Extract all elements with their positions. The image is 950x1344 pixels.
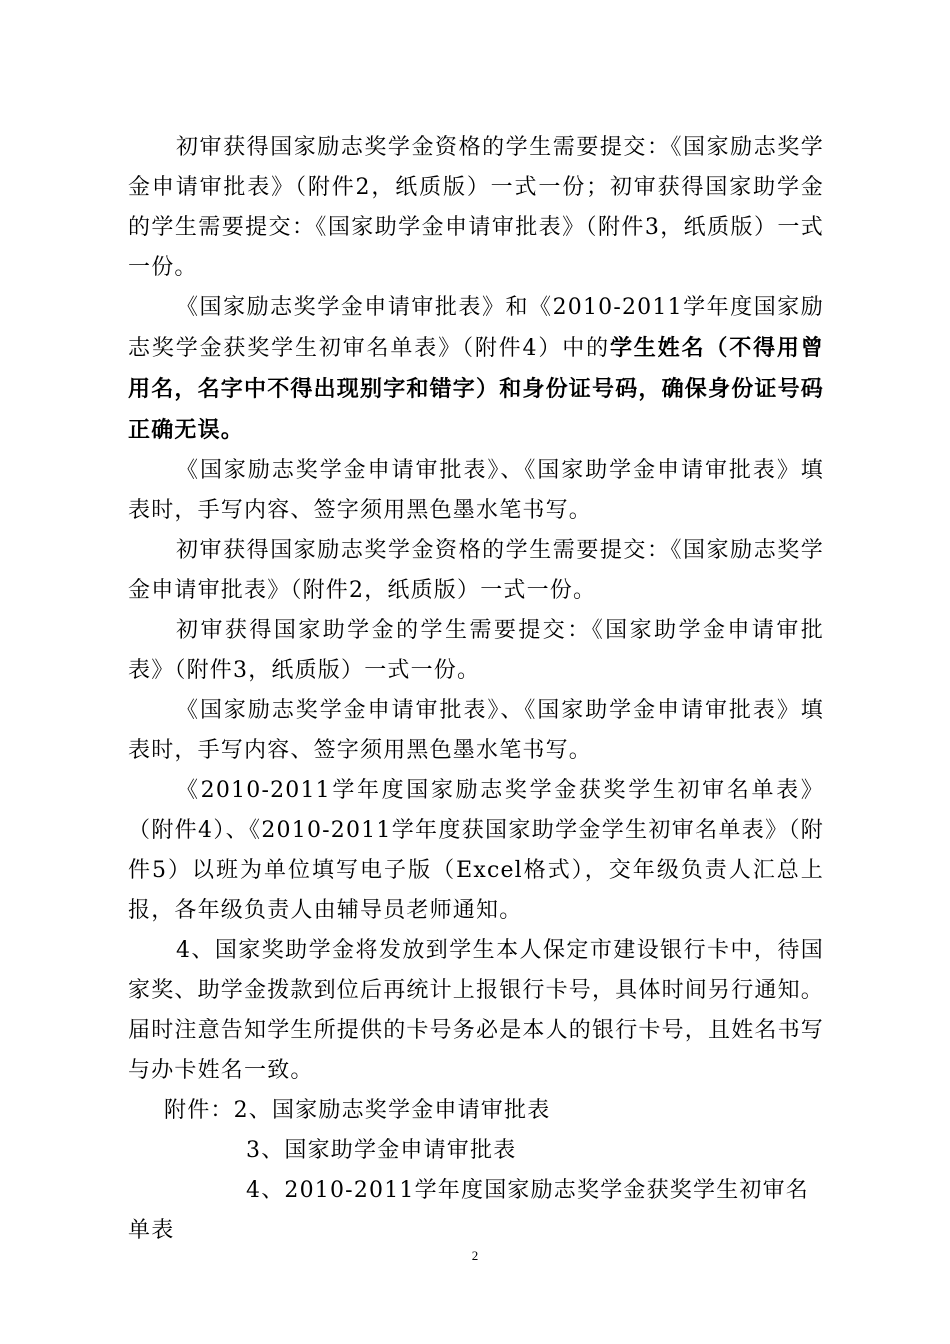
paragraph-submission-requirements: 初审获得国家励志奖学金资格的学生需要提交：《国家励志奖学金申请审批表》（附件2，纸质版）一式一份；初审获得国家助学金的学生需要提交：《国家助学金申请审批表》（附件3，纸质版）一式一份。: [128, 135, 824, 280]
attachment-item-3: 3、国家助学金申请审批表: [246, 1138, 517, 1163]
paragraph-handwriting-rule: 《国家励志奖学金申请审批表》、《国家助学金申请审批表》填表时，手写内容、签字须用黑色墨水笔书写。: [128, 458, 824, 523]
page-number: 2: [471, 1248, 479, 1263]
paragraph-scholarship-submission: 初审获得国家励志奖学金资格的学生需要提交：《国家励志奖学金申请审批表》（附件2，纸质版）一式一份。: [128, 538, 824, 603]
paragraph-name-id-emphasis: 学生姓名（不得用曾用名，名字中不得出现别字和错字）和身份证号码，确保身份证号码正确无误。: [128, 335, 825, 443]
paragraph-electronic-lists: 《2010-2011学年度国家励志奖学金获奖学生初审名单表》（附件4）、《2010-2011学年度获国家助学金学生初审名单表》（附件5）以班为单位填写电子版（Excel格式），交年级负责人汇总上报，各年级负责人由辅导员老师通知。: [128, 778, 824, 923]
paragraph-bank-card: 4、国家奖助学金将发放到学生本人保定市建设银行卡中，待国家奖、助学金拨款到位后再统计上报银行卡号，具体时间另行通知。届时注意告知学生所提供的卡号务必是本人的银行卡号，且姓名书写与办卡姓名一致。: [128, 938, 825, 1083]
paragraph-name-id-requirement: [128, 288, 824, 451]
attachment-item-2: 附件：2、国家励志奖学金申请审批表: [164, 1098, 551, 1123]
attachment-item-4: 4、2010-2011学年度国家励志奖学金获奖学生初审名单表: [128, 1178, 810, 1243]
paragraph-name-id-intro: 《国家励志奖学金申请审批表》和《2010-2011学年度国家励志奖学金获奖学生初审名单表》（附件4）中的: [128, 295, 824, 361]
paragraph-grant-submission: 初审获得国家助学金的学生需要提交：《国家助学金申请审批表》（附件3，纸质版）一式一份。: [128, 618, 824, 683]
document-body: [128, 128, 824, 1251]
paragraph-handwriting-rule-repeat: 《国家励志奖学金申请审批表》、《国家助学金申请审批表》填表时，手写内容、签字须用黑色墨水笔书写。: [128, 698, 824, 763]
